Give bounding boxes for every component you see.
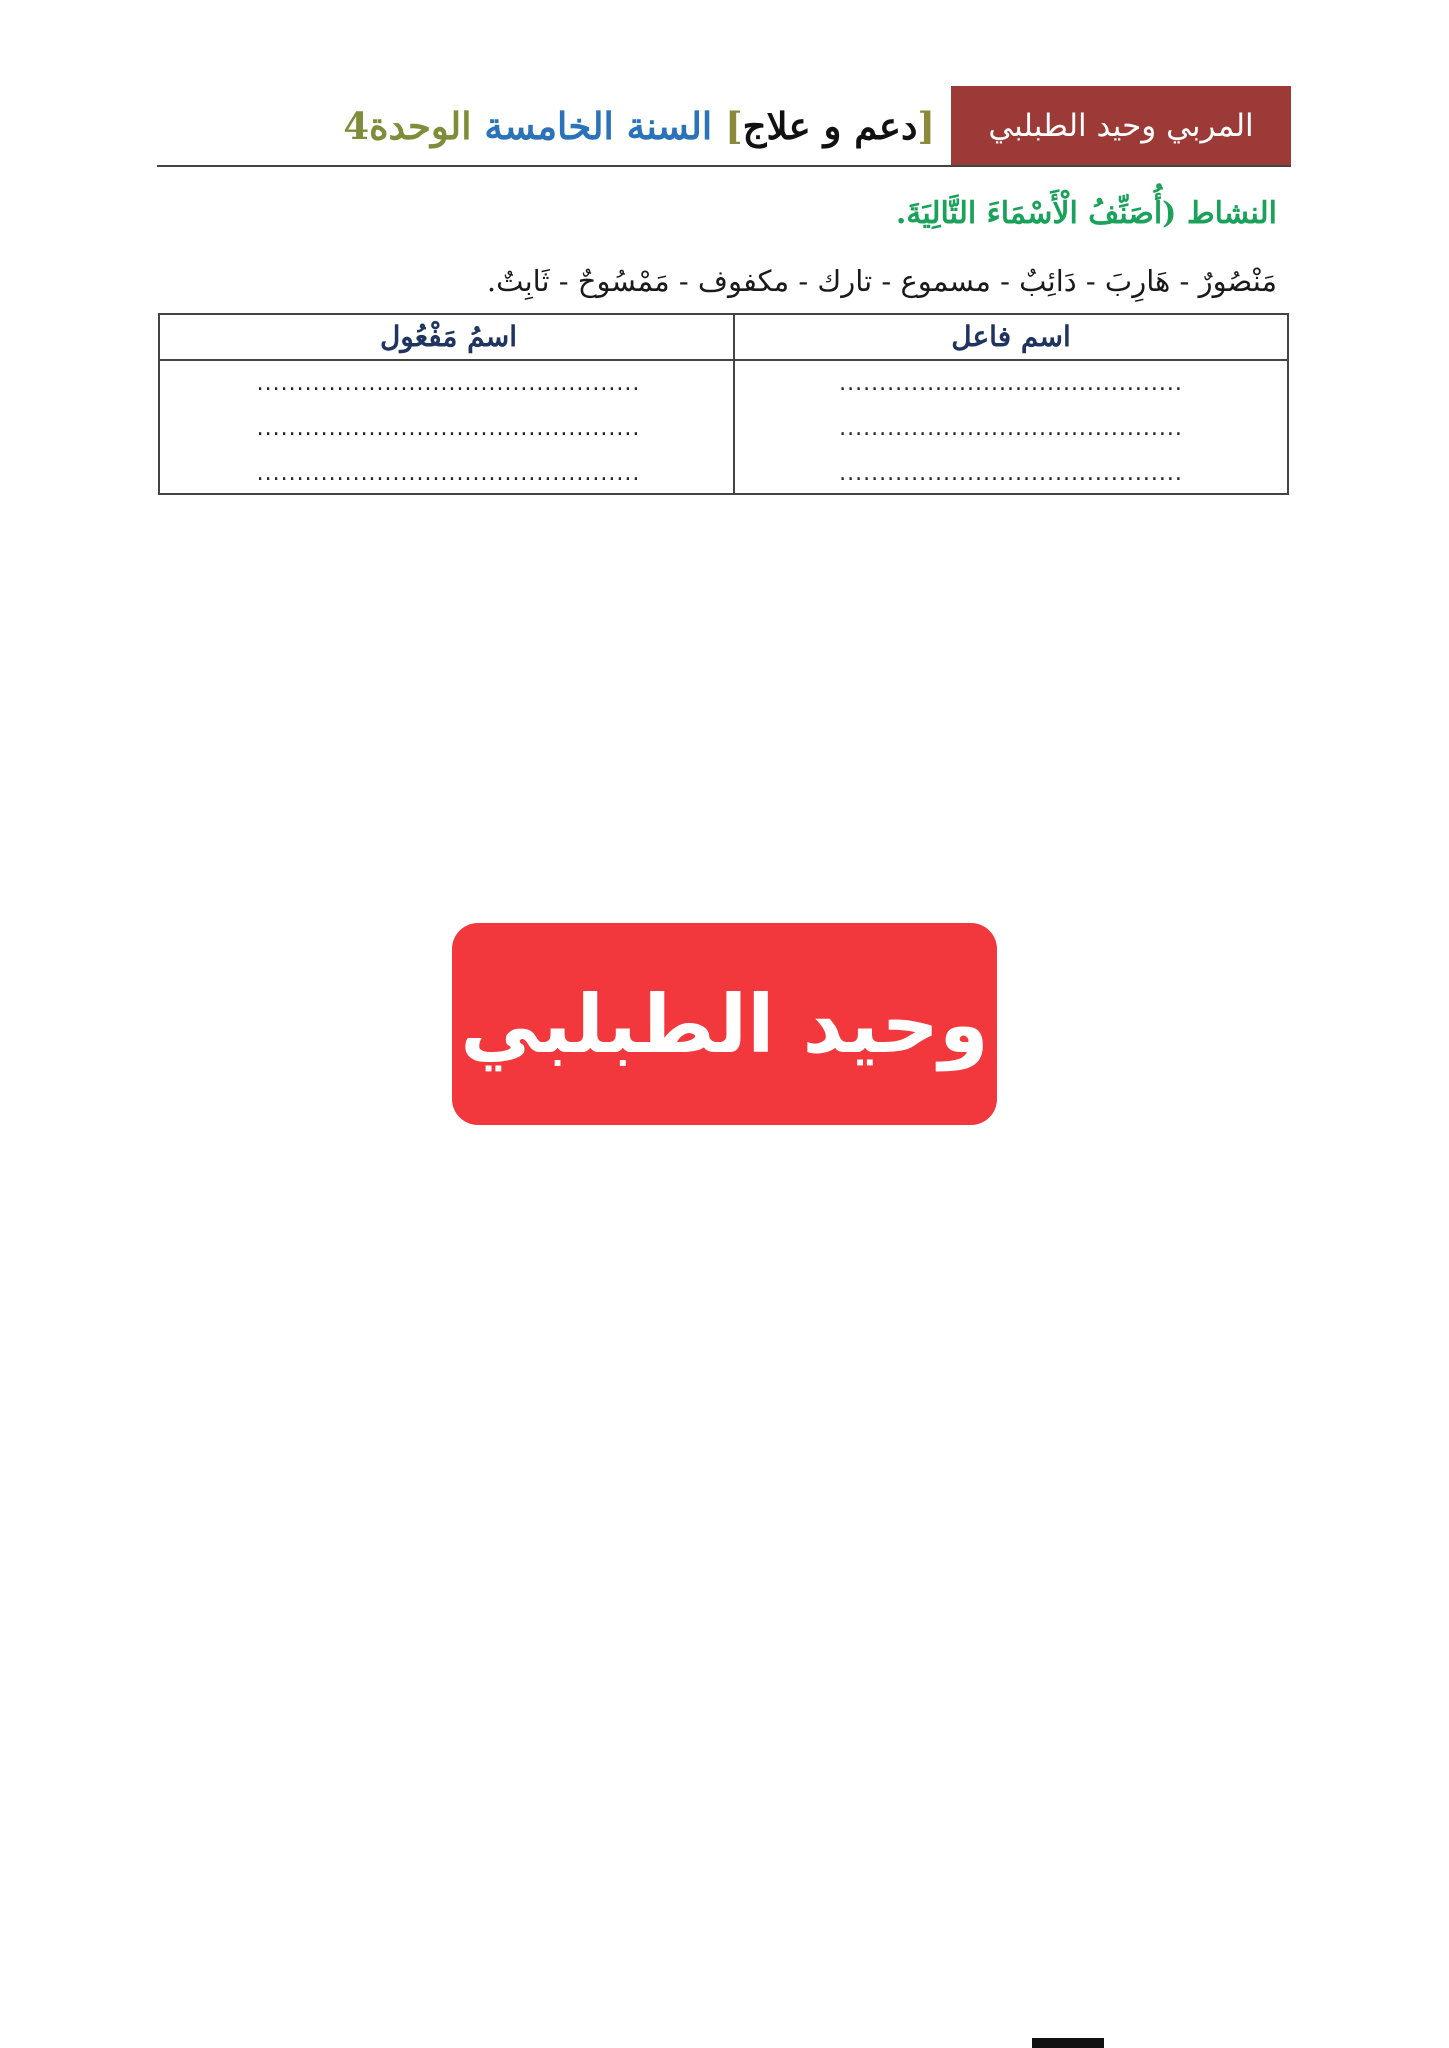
- passive-participle-header: اسمُ مَفْعُول: [160, 315, 737, 361]
- header-divider: [157, 165, 1291, 167]
- passive-participle-column: [160, 315, 737, 493]
- answer-line[interactable]: ................................................: [256, 461, 641, 486]
- answer-line[interactable]: ...........................................: [839, 416, 1183, 441]
- page-footer-mark: [1032, 2038, 1104, 2048]
- title-support: دعم و علاج: [742, 104, 918, 148]
- classification-table: [158, 313, 1289, 495]
- title-unit: الوحدة4: [343, 104, 472, 148]
- activity-instruction: النشاط (أُصَنِّفُ الْأَسْمَاءَ التَّالِيَةَ.: [895, 196, 1277, 231]
- title-year: السنة الخامسة: [484, 104, 713, 148]
- answer-line[interactable]: ................................................: [256, 371, 641, 396]
- author-logo: وحيد الطبلبي: [452, 923, 997, 1125]
- title-close-bracket: ]: [725, 104, 743, 148]
- worksheet-title: [343, 86, 935, 166]
- answer-line[interactable]: ................................................: [256, 416, 641, 441]
- answer-line[interactable]: ...........................................: [839, 371, 1183, 396]
- active-participle-column: [733, 315, 1287, 493]
- page-header: [157, 86, 1291, 166]
- title-open-bracket: [: [917, 104, 935, 148]
- answer-line[interactable]: ...........................................: [839, 461, 1183, 486]
- active-participle-header: اسم فاعل: [735, 315, 1287, 361]
- word-list: مَنْصُورٌ - هَارِبَ - دَائِبٌ - مسموع - تارك - مكفوف - مَمْسُوحٌ - ثَابِتٌ.: [486, 264, 1277, 298]
- author-box: المربي وحيد الطبلبي: [951, 86, 1291, 166]
